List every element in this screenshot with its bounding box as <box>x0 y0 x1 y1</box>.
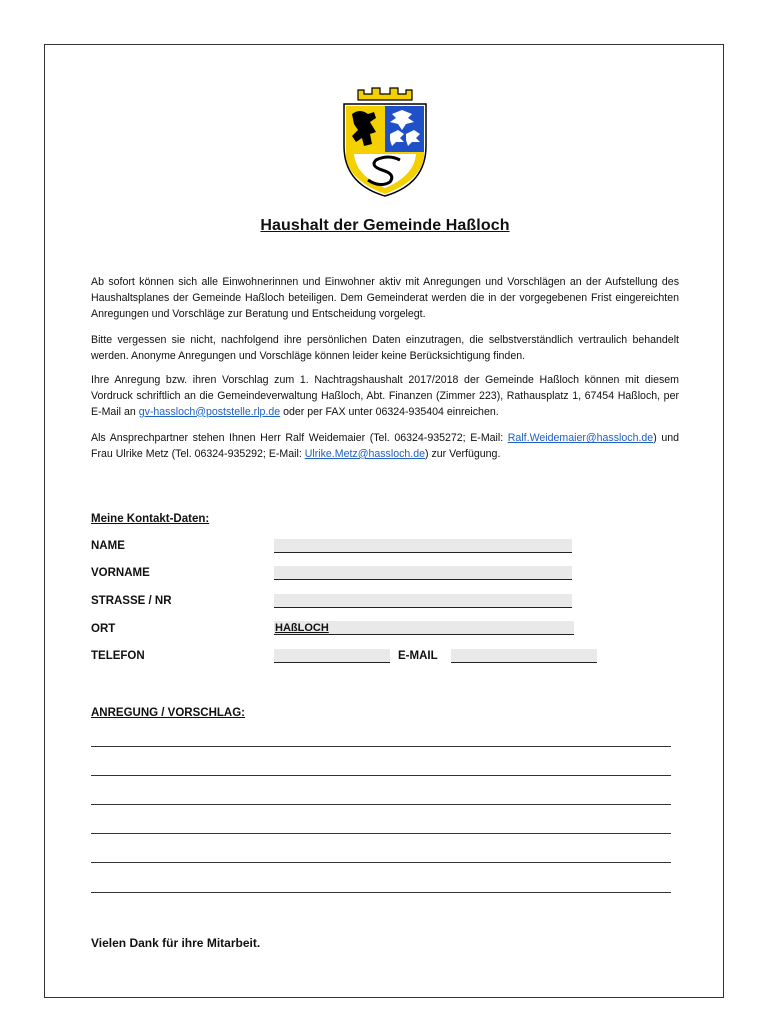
email-link-poststelle[interactable]: gv-hassloch@poststelle.rlp.de <box>138 405 281 418</box>
thanks-note: Vielen Dank für ihre Mitarbeit. <box>91 936 261 950</box>
suggestion-heading: ANREGUNG / VORSCHLAG: <box>91 707 245 719</box>
strasse-input[interactable] <box>274 594 572 608</box>
email-link-weidemaier[interactable]: Ralf.Weidemaier@hassloch.de <box>507 432 654 444</box>
email-link-metz[interactable]: Ulrike.Metz@hassloch.de <box>304 447 426 460</box>
contact-heading: Meine Kontakt-Daten: <box>91 513 210 525</box>
intro-paragraph-3 <box>91 373 679 420</box>
intro-paragraph-4 <box>91 431 679 463</box>
intro-paragraph-4-text-c: ) zur Verfügung. <box>425 447 501 460</box>
suggestion-line[interactable] <box>91 862 671 863</box>
telefon-label: TELEFON <box>91 650 145 662</box>
email-input[interactable] <box>451 649 597 663</box>
ort-label: ORT <box>91 623 116 635</box>
intro-paragraph-4-text-a: Als Ansprechpartner stehen Ihnen Herr Ralf Weidemaier (Tel. 06324-935272; E-Mail: <box>91 432 508 444</box>
strasse-label: STRASSE / NR <box>91 595 172 607</box>
intro-paragraph-3-text-a: Ihre Anregung bzw. ihren Vorschlag zum 1. Nachtragshaushalt 2017/2018 der Gemeinde Haßloch können mit diesem Vordruck schriftlich an die Gemeindeverwaltung Haßloch, Abt. Finanzen (Zimmer 223), Rathausplatz 1, 67454 Haßloch, per E-Mail an <box>91 374 679 418</box>
page-title: Haushalt der Gemeinde Haßloch <box>260 217 510 234</box>
intro-paragraph-2: Bitte vergessen sie nicht, nachfolgend ihre persönlichen Daten einzutragen, die selbstverständlich vertraulich behandelt werden. Anonyme Anregungen und Vorschläge können leider keine Berücksichtigung finden. <box>91 334 679 362</box>
suggestion-line[interactable] <box>91 833 671 834</box>
suggestion-line[interactable] <box>91 775 671 776</box>
telefon-input[interactable] <box>274 649 390 663</box>
vorname-label: VORNAME <box>91 567 150 579</box>
name-input[interactable] <box>274 539 572 553</box>
intro-paragraph-3-text-b: oder per FAX unter 06324-935404 einreichen. <box>280 405 499 418</box>
suggestion-line[interactable] <box>91 804 671 805</box>
intro-paragraph-4-text-b: ) und Frau Ulrike Metz (Tel. 06324-935292; E-Mail: <box>91 432 679 460</box>
suggestion-line[interactable] <box>91 892 671 893</box>
coat-of-arms-logo <box>330 84 440 198</box>
email-label: E-MAIL <box>398 650 438 662</box>
suggestion-line[interactable] <box>91 746 671 747</box>
ort-input[interactable]: HAßLOCH <box>274 621 574 635</box>
intro-paragraph-1: Ab sofort können sich alle Einwohnerinnen und Einwohner aktiv mit Anregungen und Vorschlägen an der Aufstellung des Haushaltsplanes der Gemeinde Haßloch beteiligen. Dem Gemeinderat werden die in der vorgegebenen Frist eingereichten Anregungen und Vorschläge zur Beratung und Entscheidung vorgelegt. <box>91 276 679 320</box>
name-label: NAME <box>91 540 125 552</box>
vorname-input[interactable] <box>274 566 572 580</box>
